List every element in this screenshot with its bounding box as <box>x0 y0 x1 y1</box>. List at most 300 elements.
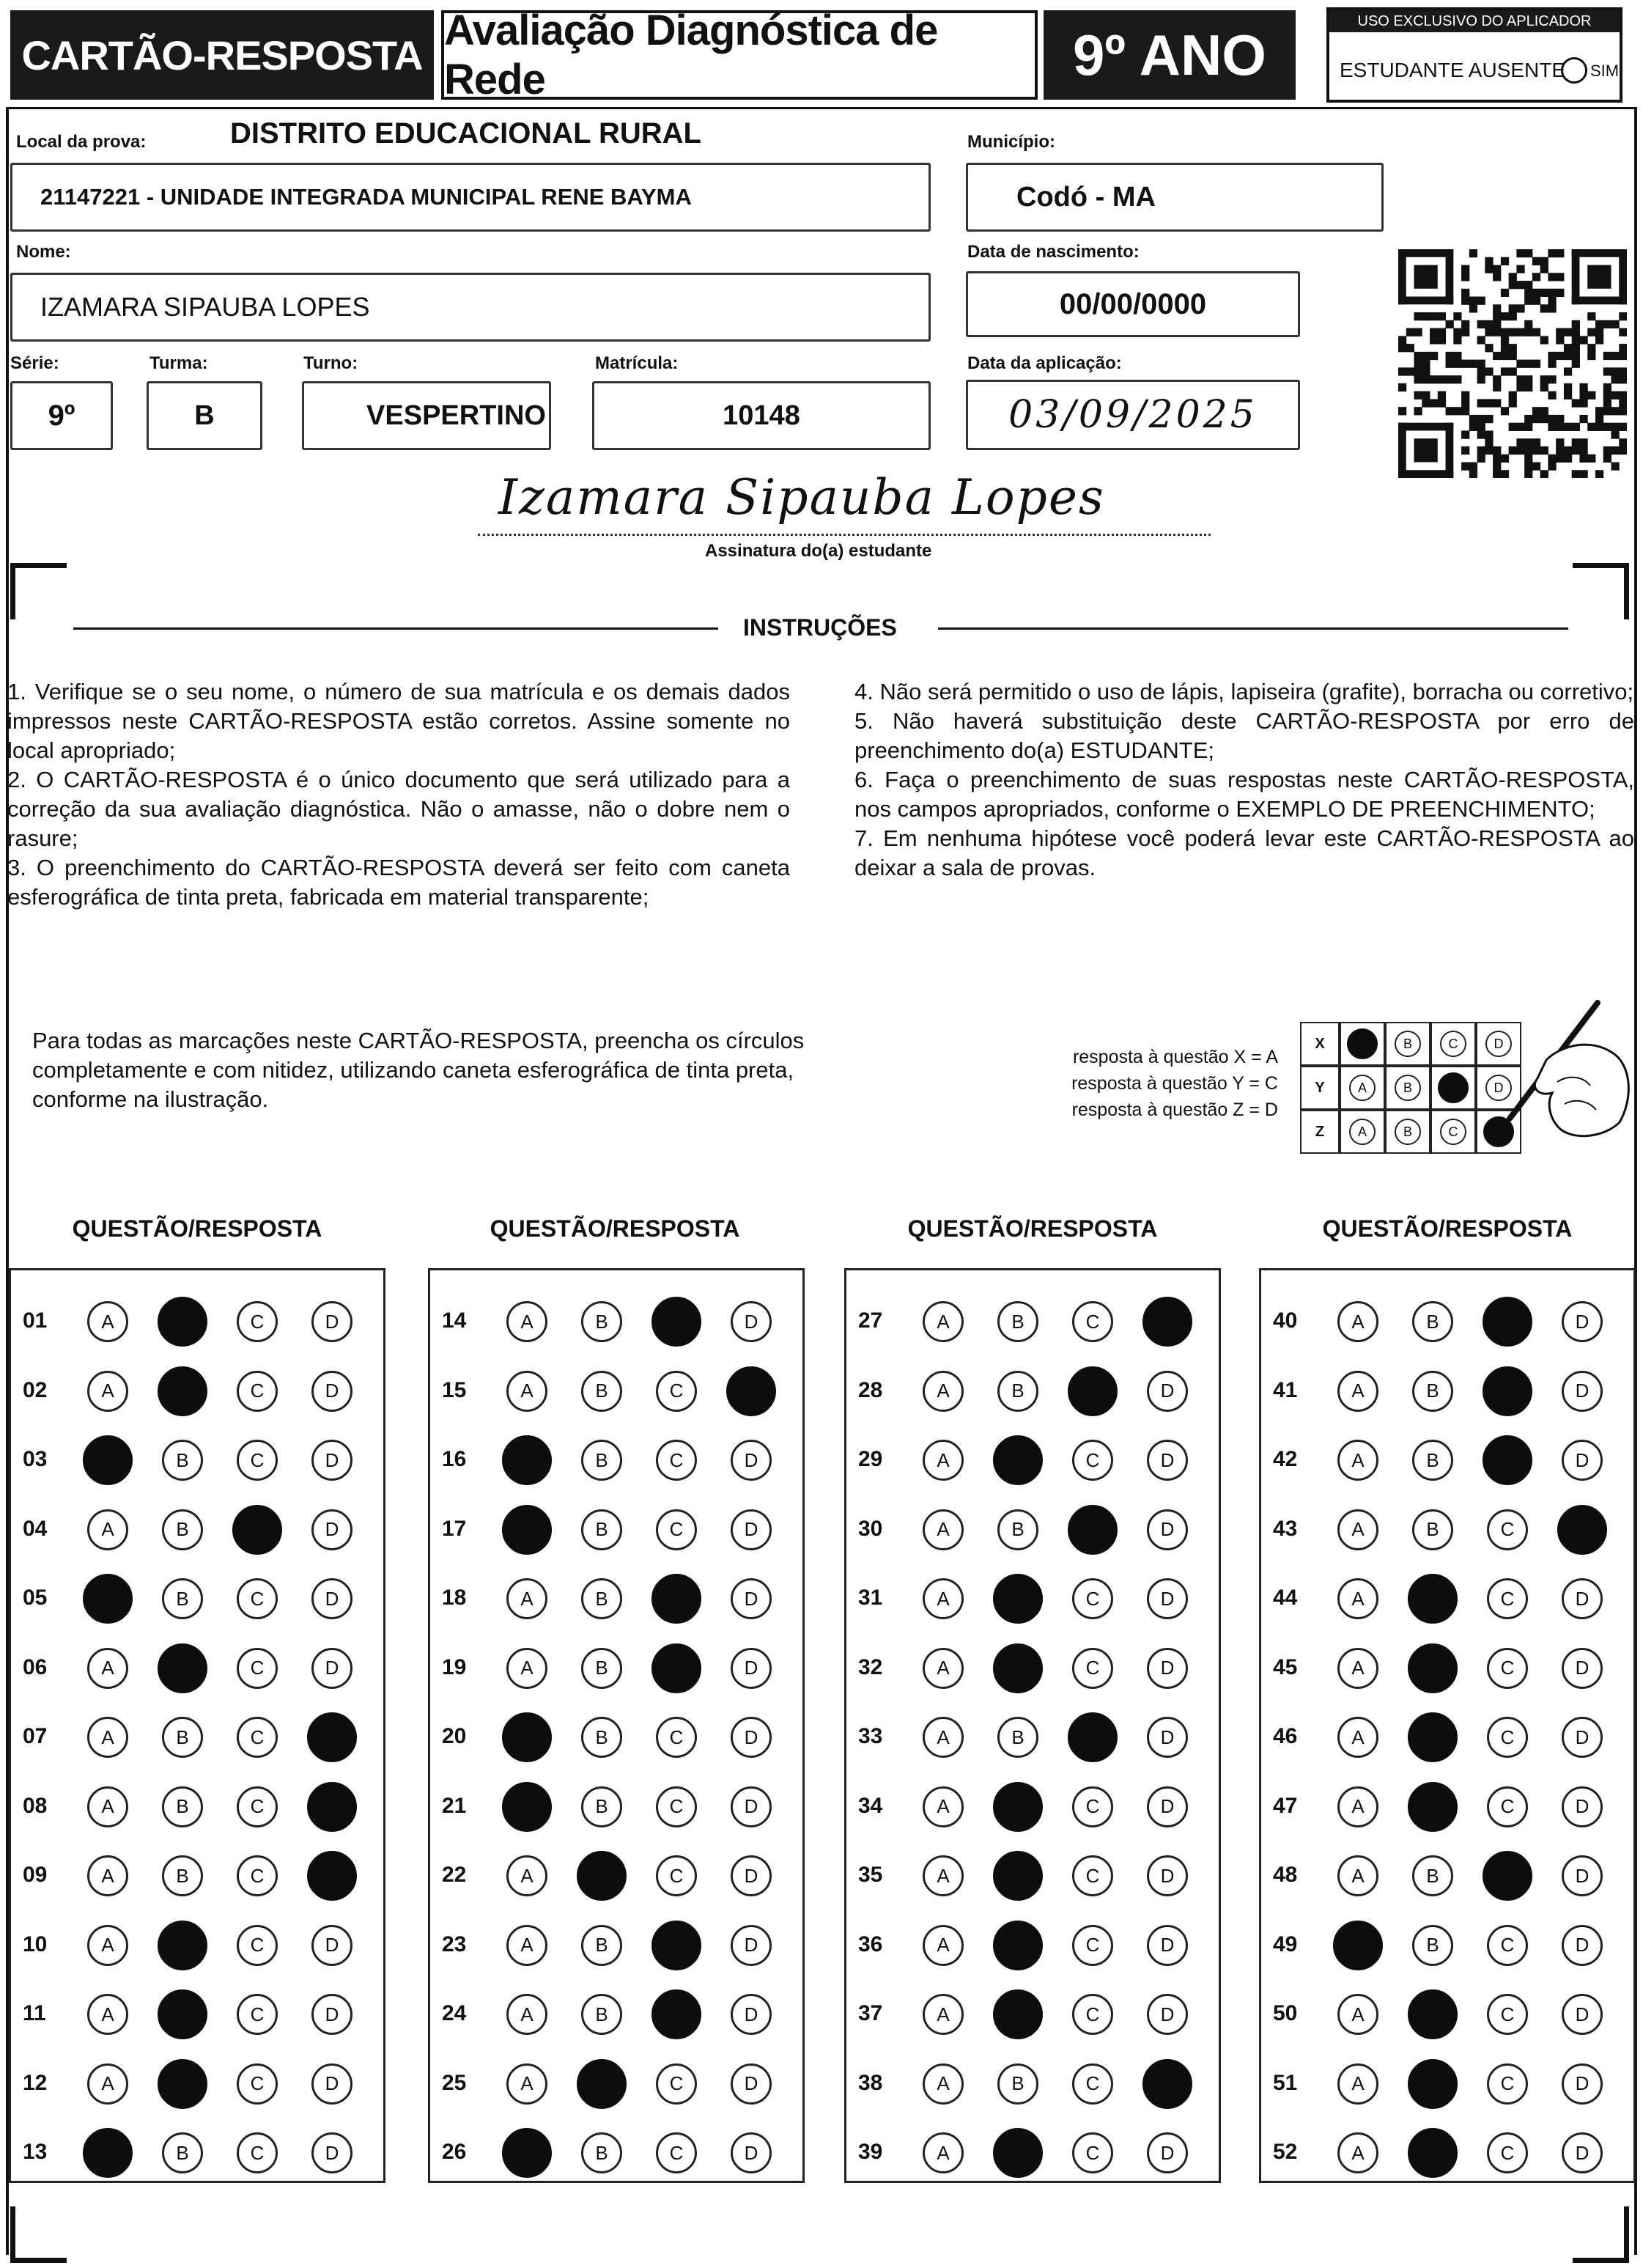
qr-module <box>1509 328 1517 336</box>
qr-module <box>1524 423 1532 431</box>
answer-bubble-a[interactable]: A <box>923 1509 964 1550</box>
example-bubble-c: C <box>1440 1031 1466 1057</box>
answer-bubble-b[interactable]: B <box>162 1509 203 1550</box>
answer-bubble-d[interactable]: D <box>1147 1925 1188 1966</box>
answer-bubble-d[interactable]: D <box>311 2132 352 2173</box>
answer-bubble-c[interactable] <box>651 1921 701 1970</box>
answer-bubble-b[interactable] <box>158 1989 207 2039</box>
answer-bubble-d[interactable]: D <box>731 1855 772 1896</box>
answer-bubble-d[interactable]: D <box>1562 1648 1603 1689</box>
qr-module <box>1524 289 1532 297</box>
answer-bubble-a[interactable]: A <box>1337 1578 1378 1619</box>
qr-finder <box>1587 265 1611 289</box>
answer-bubble-b[interactable] <box>993 1643 1043 1693</box>
answer-bubble-c[interactable]: C <box>1072 1648 1113 1689</box>
answer-bubble-c[interactable] <box>1483 1297 1532 1347</box>
qr-module <box>1477 454 1485 463</box>
qr-module <box>1611 352 1619 360</box>
answer-bubble-d[interactable]: D <box>731 2132 772 2173</box>
answer-bubble-d[interactable]: D <box>1562 1925 1603 1966</box>
answer-bubble-c[interactable]: C <box>1487 1717 1528 1758</box>
answer-bubble-a[interactable]: A <box>506 1648 547 1689</box>
qr-module <box>1453 352 1461 360</box>
qr-module <box>1532 297 1540 305</box>
answer-bubble-b[interactable] <box>577 2059 627 2109</box>
answer-bubble-c[interactable]: C <box>1072 1994 1113 2035</box>
answer-bubble-d[interactable]: D <box>311 1994 352 2035</box>
answer-bubble-b[interactable] <box>1408 1782 1458 1832</box>
answer-bubble-b[interactable]: B <box>1412 1925 1453 1966</box>
answer-bubble-b[interactable] <box>993 1435 1043 1485</box>
question-number: 46 <box>1273 1724 1298 1748</box>
qr-module <box>1556 289 1564 297</box>
answer-bubble-b[interactable]: B <box>997 1371 1038 1412</box>
answer-bubble-a[interactable]: A <box>1337 1509 1378 1550</box>
answer-bubble-c[interactable] <box>651 1989 701 2039</box>
qr-module <box>1485 328 1493 336</box>
answer-bubble-b[interactable] <box>1408 1989 1458 2039</box>
answer-bubble-a[interactable]: A <box>923 1855 964 1896</box>
qr-module <box>1406 367 1414 375</box>
example-legend <box>1033 1044 1278 1123</box>
answer-bubble-d[interactable]: D <box>1562 2063 1603 2105</box>
answer-bubble-a[interactable] <box>83 2128 133 2178</box>
qr-module <box>1501 336 1509 344</box>
qr-module <box>1485 320 1493 328</box>
answer-bubble-a[interactable]: A <box>506 1578 547 1619</box>
answer-bubble-c[interactable]: C <box>1072 1925 1113 1966</box>
answer-bubble-b[interactable]: B <box>162 1578 203 1619</box>
question-number: 25 <box>442 2070 467 2095</box>
qr-module <box>1579 391 1587 400</box>
answer-bubble-b[interactable]: B <box>997 2063 1038 2105</box>
answer-bubble-b[interactable]: B <box>997 1717 1038 1758</box>
answer-bubble-d[interactable] <box>1557 1505 1607 1555</box>
qr-module <box>1579 438 1587 446</box>
answer-bubble-a[interactable] <box>502 1435 552 1485</box>
answer-bubble-a[interactable]: A <box>506 1371 547 1412</box>
series-label: Série: <box>10 353 59 373</box>
qr-module <box>1501 352 1509 360</box>
answer-bubble-c[interactable]: C <box>656 1509 697 1550</box>
answer-bubble-a[interactable]: A <box>923 1717 964 1758</box>
municipality-label: Município: <box>967 132 1055 152</box>
answer-bubble-b[interactable]: B <box>581 1578 622 1619</box>
answer-bubble-d[interactable]: D <box>731 1717 772 1758</box>
answer-bubble-d[interactable]: D <box>731 1786 772 1827</box>
qr-module <box>1619 352 1627 360</box>
answer-bubble-d[interactable]: D <box>1147 1994 1188 2035</box>
answer-bubble-c[interactable] <box>1483 1366 1532 1416</box>
answer-bubble-a[interactable]: A <box>87 1994 128 2035</box>
answer-bubble-b[interactable] <box>158 1921 207 1970</box>
qr-module <box>1516 383 1524 391</box>
answer-bubble-c[interactable]: C <box>656 1371 697 1412</box>
answer-bubble-b[interactable]: B <box>581 1925 622 1966</box>
answer-bubble-c[interactable]: C <box>237 1578 278 1619</box>
qr-module <box>1501 312 1509 320</box>
answer-bubble-b[interactable] <box>993 1782 1043 1832</box>
answer-bubble-a[interactable]: A <box>923 1925 964 1966</box>
answer-bubble-c[interactable]: C <box>1072 1301 1113 1342</box>
applicator-box <box>1326 7 1622 103</box>
answer-bubble-a[interactable]: A <box>923 1371 964 1412</box>
example-legend-line: resposta à questão Z = D <box>1071 1100 1278 1120</box>
answer-bubble-c[interactable] <box>651 1574 701 1624</box>
answer-bubble-c[interactable]: C <box>1072 2063 1113 2105</box>
answer-bubble-d[interactable]: D <box>311 1925 352 1966</box>
answer-bubble-c[interactable]: C <box>237 1786 278 1827</box>
answer-bubble-c[interactable]: C <box>237 1648 278 1689</box>
example-cell <box>1385 1066 1430 1110</box>
qr-module <box>1446 407 1454 415</box>
answer-bubble-a[interactable]: A <box>1337 1717 1378 1758</box>
question-number: 02 <box>23 1377 48 1402</box>
answer-bubble-c[interactable]: C <box>656 1717 697 1758</box>
answer-column <box>1259 1268 1636 2183</box>
qr-module <box>1414 375 1422 383</box>
answer-bubble-c[interactable]: C <box>1487 1578 1528 1619</box>
question-number: 07 <box>23 1724 48 1748</box>
answer-bubble-d[interactable]: D <box>311 1509 352 1550</box>
answer-bubble-d[interactable]: D <box>731 2063 772 2105</box>
answer-bubble-b[interactable]: B <box>581 1440 622 1481</box>
answer-bubble-c[interactable]: C <box>237 1994 278 2035</box>
answer-bubble-d[interactable]: D <box>731 1440 772 1481</box>
answer-bubble-c[interactable] <box>1483 1435 1532 1485</box>
answer-bubble-a[interactable] <box>83 1435 133 1485</box>
answer-bubble-c[interactable] <box>651 1643 701 1693</box>
answer-bubble-d[interactable]: D <box>1562 1440 1603 1481</box>
answer-bubble-a[interactable]: A <box>87 1301 128 1342</box>
answer-bubble-d[interactable]: D <box>731 1301 772 1342</box>
qr-module <box>1572 438 1580 446</box>
answer-bubble-b[interactable]: B <box>1412 1371 1453 1412</box>
qr-module <box>1548 273 1556 281</box>
qr-module <box>1587 454 1595 463</box>
qr-module <box>1548 454 1556 463</box>
answer-bubble-c[interactable]: C <box>656 1440 697 1481</box>
answer-bubble-d[interactable]: D <box>311 1371 352 1412</box>
answer-bubble-b[interactable] <box>1408 2128 1458 2178</box>
answer-bubble-b[interactable]: B <box>1412 1855 1453 1896</box>
qr-module <box>1493 328 1501 336</box>
answer-bubble-c[interactable]: C <box>1487 1786 1528 1827</box>
answer-bubble-a[interactable]: A <box>506 1925 547 1966</box>
qr-module <box>1619 391 1627 400</box>
answer-bubble-d[interactable]: D <box>731 1994 772 2035</box>
answer-bubble-c[interactable]: C <box>1487 1925 1528 1966</box>
answer-bubble-a[interactable]: A <box>87 1925 128 1966</box>
example-cell <box>1385 1022 1430 1066</box>
answer-column <box>428 1268 805 2183</box>
answer-bubble-a[interactable]: A <box>923 1994 964 2035</box>
answer-bubble-a[interactable]: A <box>1337 2132 1378 2173</box>
answer-bubble-b[interactable]: B <box>581 1994 622 2035</box>
answer-bubble-d[interactable]: D <box>1147 1717 1188 1758</box>
question-number: 44 <box>1273 1586 1298 1610</box>
answer-bubble-b[interactable]: B <box>581 2132 622 2173</box>
qr-module <box>1564 344 1572 352</box>
answer-bubble-c[interactable]: C <box>656 1855 697 1896</box>
answer-bubble-b[interactable] <box>993 1574 1043 1624</box>
answer-bubble-d[interactable]: D <box>1562 1717 1603 1758</box>
qr-module <box>1422 352 1430 360</box>
example-cell <box>1430 1022 1476 1066</box>
answer-bubble-a[interactable]: A <box>1337 1648 1378 1689</box>
answer-bubble-b[interactable]: B <box>162 2132 203 2173</box>
answer-bubble-c[interactable]: C <box>237 1925 278 1966</box>
answer-bubble-b[interactable] <box>1408 1712 1458 1762</box>
answer-bubble-b[interactable]: B <box>581 1371 622 1412</box>
answers-header-4: QUESTÃO/RESPOSTA <box>1322 1215 1573 1242</box>
answer-bubble-c[interactable]: C <box>656 2132 697 2173</box>
answer-bubble-a[interactable] <box>502 1712 552 1762</box>
answer-bubble-d[interactable]: D <box>1562 1371 1603 1412</box>
qr-module <box>1603 383 1611 391</box>
qr-module <box>1493 273 1501 281</box>
answer-bubble-a[interactable]: A <box>506 2063 547 2105</box>
answer-bubble-a[interactable]: A <box>87 1855 128 1896</box>
qr-module <box>1477 360 1485 368</box>
answer-bubble-c[interactable]: C <box>1487 1648 1528 1689</box>
answer-bubble-c[interactable]: C <box>1072 1786 1113 1827</box>
answer-bubble-d[interactable]: D <box>1147 1578 1188 1619</box>
answer-bubble-d[interactable]: D <box>1147 1648 1188 1689</box>
answer-bubble-c[interactable] <box>1068 1712 1118 1762</box>
answer-bubble-a[interactable]: A <box>87 1371 128 1412</box>
answer-bubble-a[interactable]: A <box>87 1509 128 1550</box>
answer-bubble-d[interactable]: D <box>1562 1786 1603 1827</box>
qr-module <box>1461 265 1469 273</box>
instruction-item: 7. Em nenhuma hipótese você poderá levar este CARTÃO-RESPOSTA ao deixar a sala de provas. <box>854 825 1634 880</box>
answer-bubble-d[interactable]: D <box>1147 1440 1188 1481</box>
answer-bubble-a[interactable]: A <box>1337 1440 1378 1481</box>
answer-bubble-d[interactable]: D <box>1147 1509 1188 1550</box>
answer-bubble-b[interactable]: B <box>581 1648 622 1689</box>
answer-bubble-c[interactable]: C <box>1072 1855 1113 1896</box>
qr-finder <box>1446 423 1454 478</box>
answer-bubble-c[interactable]: C <box>656 2063 697 2105</box>
answer-bubble-c[interactable]: C <box>1487 2132 1528 2173</box>
answer-bubble-d[interactable]: D <box>311 1440 352 1481</box>
answer-bubble-b[interactable]: B <box>162 1717 203 1758</box>
qr-module <box>1532 360 1540 368</box>
answer-bubble-d[interactable]: D <box>1562 1578 1603 1619</box>
answer-bubble-c[interactable] <box>1483 1851 1532 1901</box>
answer-bubble-b[interactable] <box>158 1297 207 1347</box>
answer-bubble-a[interactable]: A <box>506 1994 547 2035</box>
answer-bubble-a[interactable]: A <box>87 1648 128 1689</box>
answer-bubble-c[interactable]: C <box>237 1855 278 1896</box>
answer-bubble-c[interactable]: C <box>1072 1440 1113 1481</box>
answer-bubble-b[interactable]: B <box>1412 1509 1453 1550</box>
answer-bubble-a[interactable]: A <box>1337 2063 1378 2105</box>
answer-bubble-d[interactable]: D <box>311 1578 352 1619</box>
answer-bubble-b[interactable] <box>158 1643 207 1693</box>
answer-bubble-b[interactable]: B <box>1412 1301 1453 1342</box>
answer-bubble-c[interactable]: C <box>237 1371 278 1412</box>
answer-bubble-c[interactable]: C <box>237 2132 278 2173</box>
question-number: 47 <box>1273 1793 1298 1818</box>
qr-module <box>1493 265 1501 273</box>
answer-bubble-c[interactable]: C <box>1072 2132 1113 2173</box>
answer-bubble-b[interactable]: B <box>581 1301 622 1342</box>
answer-bubble-d[interactable]: D <box>1147 2132 1188 2173</box>
answer-bubble-d[interactable]: D <box>731 1578 772 1619</box>
answer-bubble-d[interactable]: D <box>1562 1301 1603 1342</box>
qr-module <box>1516 249 1524 257</box>
answer-column <box>844 1268 1221 2183</box>
answer-bubble-d[interactable]: D <box>1147 1371 1188 1412</box>
question-number: 24 <box>442 2001 467 2025</box>
qr-module <box>1516 304 1524 312</box>
qr-module <box>1524 470 1532 478</box>
answer-bubble-a[interactable]: A <box>506 1855 547 1896</box>
qr-finder <box>1572 249 1580 304</box>
answer-bubble-a[interactable]: A <box>1337 1994 1378 2035</box>
answer-bubble-a[interactable]: A <box>506 1301 547 1342</box>
answer-bubble-a[interactable] <box>1333 1921 1383 1970</box>
answer-bubble-d[interactable]: D <box>731 1648 772 1689</box>
qr-module <box>1398 336 1406 344</box>
answer-bubble-c[interactable] <box>1068 1505 1118 1555</box>
qr-finder <box>1398 423 1453 431</box>
question-number: 20 <box>442 1724 467 1748</box>
answer-bubble-d[interactable]: D <box>1147 1786 1188 1827</box>
answer-bubble-b[interactable]: B <box>162 1786 203 1827</box>
qr-module <box>1564 391 1572 400</box>
answer-bubble-b[interactable] <box>1408 1643 1458 1693</box>
answer-bubble-b[interactable] <box>577 1851 627 1901</box>
answer-bubble-a[interactable]: A <box>923 1578 964 1619</box>
answer-bubble-c[interactable] <box>651 1297 701 1347</box>
pen-hand-illustration <box>1495 994 1639 1148</box>
answer-bubble-d[interactable] <box>1142 2059 1192 2109</box>
answer-bubble-a[interactable]: A <box>923 2132 964 2173</box>
qr-module <box>1587 391 1595 400</box>
answer-bubble-a[interactable]: A <box>87 1717 128 1758</box>
answer-bubble-a[interactable]: A <box>923 1301 964 1342</box>
answer-bubble-b[interactable]: B <box>581 1509 622 1550</box>
answer-bubble-d[interactable]: D <box>1562 1994 1603 2035</box>
answer-bubble-b[interactable] <box>1408 1574 1458 1624</box>
answer-bubble-c[interactable]: C <box>237 2063 278 2105</box>
qr-code <box>1398 249 1627 478</box>
answer-bubble-b[interactable]: B <box>997 1301 1038 1342</box>
answer-bubble-a[interactable]: A <box>923 2063 964 2105</box>
answer-bubble-b[interactable]: B <box>162 1440 203 1481</box>
answer-bubble-c[interactable] <box>1068 1366 1118 1416</box>
answer-bubble-c[interactable] <box>232 1505 282 1555</box>
qr-module <box>1611 367 1619 375</box>
answer-bubble-a[interactable]: A <box>1337 1301 1378 1342</box>
answer-bubble-d[interactable]: D <box>311 1648 352 1689</box>
qr-module <box>1595 320 1603 328</box>
qr-module <box>1422 391 1430 400</box>
answer-bubble-a[interactable]: A <box>1337 1786 1378 1827</box>
qr-module <box>1438 391 1446 400</box>
answer-bubble-a[interactable]: A <box>923 1786 964 1827</box>
answer-bubble-d[interactable]: D <box>731 1509 772 1550</box>
answer-bubble-b[interactable] <box>993 1921 1043 1970</box>
answer-bubble-b[interactable]: B <box>162 1855 203 1896</box>
answer-bubble-b[interactable]: B <box>581 1786 622 1827</box>
qr-module <box>1524 328 1532 336</box>
exam-location-label: Local da prova: <box>16 132 147 152</box>
answer-bubble-b[interactable] <box>158 1366 207 1416</box>
qr-module <box>1485 257 1493 265</box>
answer-bubble-b[interactable] <box>993 2128 1043 2178</box>
answer-bubble-d[interactable]: D <box>731 1925 772 1966</box>
qr-finder <box>1398 470 1453 478</box>
answer-bubble-d[interactable] <box>307 1851 357 1901</box>
example-legend-line: resposta à questão X = A <box>1072 1047 1278 1067</box>
answer-bubble-d[interactable]: D <box>1562 2132 1603 2173</box>
answer-bubble-a[interactable] <box>83 1574 133 1624</box>
answer-bubble-c[interactable]: C <box>237 1301 278 1342</box>
instruction-item: 5. Não haverá substituição deste CARTÃO-RESPOSTA por erro de preenchimento do(a) ESTUDANTE; <box>854 708 1634 763</box>
answer-bubble-b[interactable] <box>158 2059 207 2109</box>
answer-bubble-a[interactable]: A <box>1337 1371 1378 1412</box>
answer-bubble-a[interactable]: A <box>87 1786 128 1827</box>
answer-bubble-c[interactable]: C <box>237 1717 278 1758</box>
answer-bubble-a[interactable]: A <box>923 1648 964 1689</box>
example-cell <box>1385 1110 1430 1154</box>
answer-bubble-d[interactable] <box>307 1712 357 1762</box>
answer-bubble-a[interactable] <box>502 1505 552 1555</box>
answer-bubble-c[interactable]: C <box>1487 1509 1528 1550</box>
qr-module <box>1501 328 1509 336</box>
instructions-right <box>854 677 1634 883</box>
answer-bubble-d[interactable]: D <box>311 1301 352 1342</box>
answer-bubble-c[interactable]: C <box>1487 1994 1528 2035</box>
answer-bubble-b[interactable] <box>1408 2059 1458 2109</box>
answer-bubble-d[interactable] <box>1142 1297 1192 1347</box>
qr-module <box>1556 454 1564 463</box>
question-number: 27 <box>858 1308 883 1333</box>
qr-module <box>1603 391 1611 400</box>
answer-bubble-d[interactable]: D <box>311 2063 352 2105</box>
answer-bubble-c[interactable]: C <box>1072 1578 1113 1619</box>
answer-bubble-d[interactable]: D <box>1562 1855 1603 1896</box>
answer-bubble-c[interactable]: C <box>656 1786 697 1827</box>
answer-bubble-a[interactable]: A <box>1337 1855 1378 1896</box>
answer-bubble-b[interactable]: B <box>1412 1440 1453 1481</box>
qr-module <box>1485 446 1493 454</box>
qr-module <box>1477 399 1485 407</box>
qr-module <box>1524 462 1532 470</box>
answer-bubble-b[interactable] <box>993 1851 1043 1901</box>
answer-bubble-c[interactable]: C <box>1487 2063 1528 2105</box>
answer-bubble-b[interactable]: B <box>997 1509 1038 1550</box>
answer-bubble-d[interactable]: D <box>1147 1855 1188 1896</box>
answer-bubble-c[interactable]: C <box>237 1440 278 1481</box>
qr-module <box>1516 423 1524 431</box>
answer-bubble-a[interactable] <box>502 1782 552 1832</box>
qr-module <box>1453 360 1461 368</box>
qr-module <box>1501 257 1509 265</box>
qr-module <box>1548 415 1556 423</box>
answer-bubble-d[interactable] <box>307 1782 357 1832</box>
absent-bubble[interactable] <box>1561 57 1587 84</box>
answer-bubble-b[interactable] <box>993 1989 1043 2039</box>
answer-bubble-a[interactable]: A <box>923 1440 964 1481</box>
answer-bubble-a[interactable]: A <box>87 2063 128 2105</box>
answer-bubble-d[interactable] <box>726 1366 776 1416</box>
answer-bubble-a[interactable] <box>502 2128 552 2178</box>
answer-bubble-b[interactable]: B <box>581 1717 622 1758</box>
